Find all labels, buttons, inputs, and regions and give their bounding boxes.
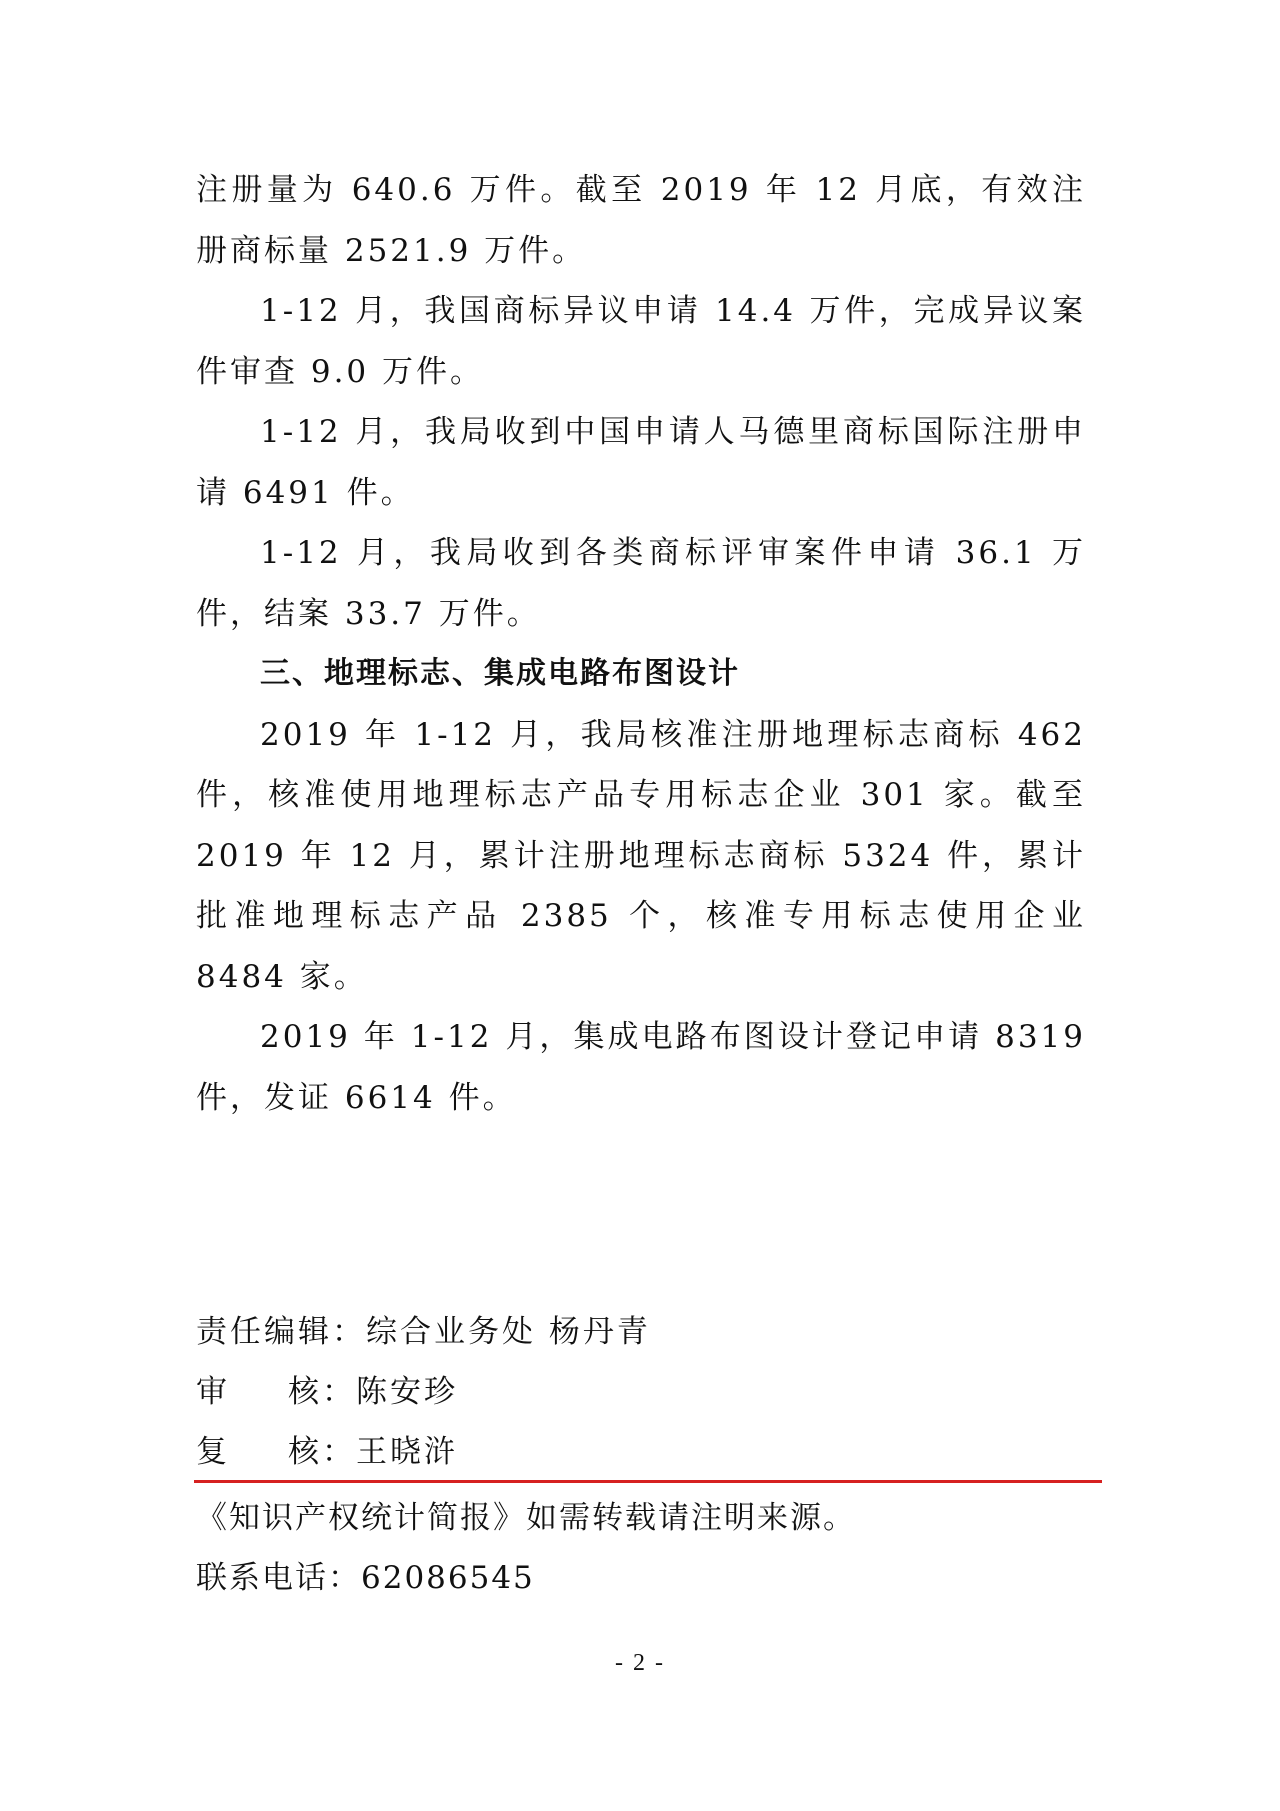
paragraph-geographical-indications: 2019 年 1-12 月，我局核准注册地理标志商标 462 件，核准使用地理标志产品专用标志企业 301 家。截至 2019 年 12 月，累计注册地理标志商标 5324 件，累计批准地理标志产品 2385 个，核准专用标志使用企业 8484 家。 [196, 716, 1086, 995]
rechecker-label-part-1: 复 [196, 1434, 230, 1470]
rechecker-label [196, 1422, 356, 1482]
red-divider-rule [194, 1480, 1102, 1483]
editor-value: 综合业务处 杨丹青 [366, 1314, 651, 1350]
paragraph-madrid-applications: 1-12 月，我局收到中国申请人马德里商标国际注册申请 6491 件。 [196, 414, 1086, 511]
paragraph-integrated-circuits: 2019 年 1-12 月，集成电路布图设计登记申请 8319 件，发证 6614 件。 [196, 1019, 1086, 1116]
credit-rechecker [196, 1422, 1096, 1482]
reviewer-label-part-1: 审 [196, 1374, 230, 1410]
editor-label: 责任编辑： [196, 1314, 366, 1350]
paragraph-trademark-registration: 注册量为 640.6 万件。截至 2019 年 12 月底，有效注册商标量 2521.9 万件。 [196, 172, 1086, 269]
reviewer-label [196, 1362, 356, 1422]
rechecker-value: 王晓浒 [356, 1434, 458, 1470]
document-body [196, 160, 1086, 1128]
footer-block [196, 1488, 1096, 1608]
credits-block [196, 1302, 1096, 1482]
credit-editor [196, 1302, 1096, 1362]
reviewer-label-part-2: 核： [288, 1374, 356, 1410]
rechecker-label-part-2: 核： [288, 1434, 356, 1470]
reprint-notice: 《知识产权统计简报》如需转载请注明来源。 [196, 1500, 856, 1536]
credit-reviewer [196, 1362, 1096, 1422]
paragraph-review-cases: 1-12 月，我局收到各类商标评审案件申请 36.1 万件，结案 33.7 万件。 [196, 535, 1086, 632]
contact-phone: 联系电话：62086545 [196, 1560, 535, 1596]
reviewer-value: 陈安珍 [356, 1374, 458, 1410]
paragraph-trademark-opposition: 1-12 月，我国商标异议申请 14.4 万件，完成异议案件审查 9.0 万件。 [196, 293, 1086, 390]
section-heading: 三、地理标志、集成电路布图设计 [260, 656, 740, 691]
page-number: - 2 - [615, 1650, 665, 1676]
